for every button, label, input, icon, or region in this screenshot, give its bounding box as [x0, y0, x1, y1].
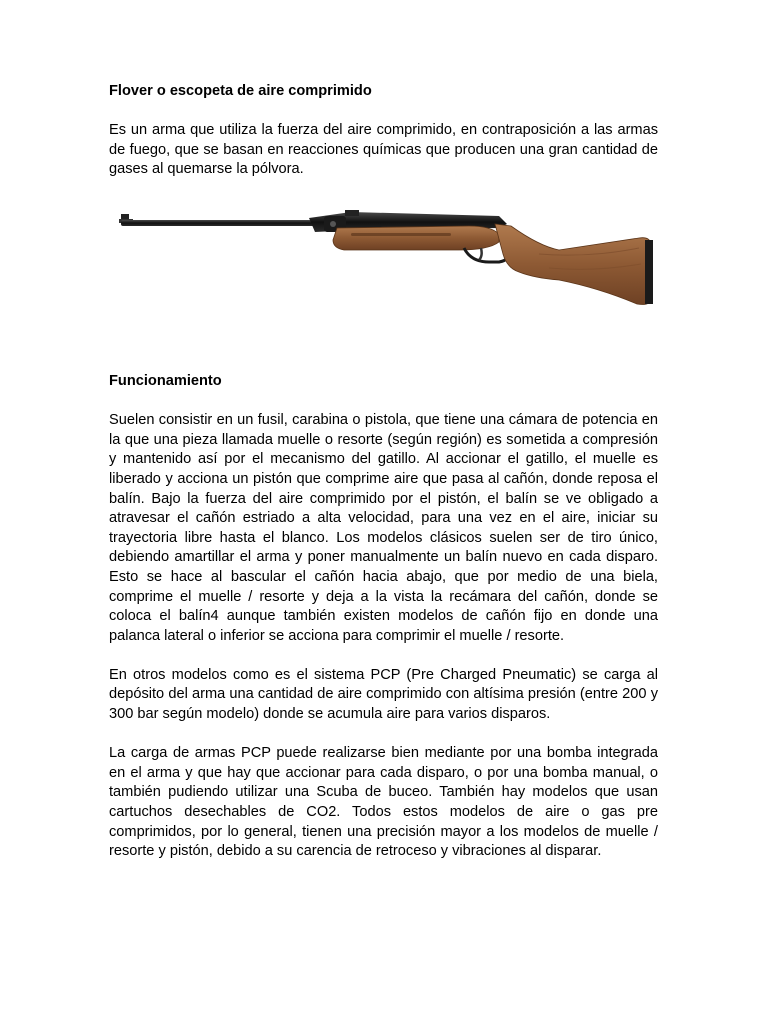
trigger	[479, 248, 482, 260]
paragraph-mechanism: Suelen consistir en un fusil, carabina o pistola, que tiene una cámara de potencia en la que una pieza llamada muelle o resorte (según región) es sometida a compresión y mantenido así por el mecanismo del gatillo. Al accionar el gatillo, el muelle es liberado y acciona un pistón que comprime aire que pasa al cañón, donde reposa el balín. Bajo la fuerza del aire comprimido por el pistón, el balín se ve obligado a atravesar el cañón estriado a alta velocidad, para una vez en el aire, iniciar su trayectoria libre hasta el blanco. Los modelos clásicos suelen ser de tiro único, debiendo amartillar el arma y poner manualmente un balín nuevo en cada disparo. Esto se hace al bascular el cañón hacia abajo, que por medio de una biela, comprime el muelle / resorte y deja a la vista la recámara del cañón, donde se coloca el balín4 aunque también existen modelos de cañón fijo en donde una palanca lateral o inferior se acciona para comprimir el muelle / resorte.	[109, 412, 658, 644]
document-page	[109, 82, 658, 862]
rifle-forestock	[333, 226, 499, 250]
intro-paragraph: Es un arma que utiliza la fuerza del aire comprimido, en contraposición a las armas de fuego, que se basan en reacciones químicas que producen una gran cantidad de gases al quemarse la pólvora.	[109, 122, 658, 178]
rifle-barrel	[121, 220, 321, 226]
rifle-figure	[119, 180, 658, 358]
section-title-flover: Flover o escopeta de aire comprimido	[109, 83, 372, 99]
air-rifle-image	[119, 188, 659, 338]
butt-plate	[645, 240, 653, 304]
rifle-stock	[495, 224, 651, 305]
section-title-funcionamiento: Funcionamiento	[109, 372, 222, 389]
paragraph-pcp-charging: La carga de armas PCP puede realizarse bien mediante por una bomba integrada en el arma y que hay que accionar para cada disparo, o por una bomba manual, o también pudiendo utilizar una Scuba de buceo. También hay modelos que usan cartuchos desechables de CO2. Todos estos modelos de aire o gas pre comprimidos, por lo general, tienen una precisión mayor a los modelos de muelle / resorte y pistón, debido a su carencia de retroceso y vibraciones al disparar.	[109, 745, 658, 860]
paragraph-pcp: En otros modelos como es el sistema PCP (Pre Charged Pneumatic) se carga al depósito del arma una cantidad de aire comprimido con altísima presión (entre 200 y 300 bar según modelo) donde se acumula aire para varios disparos.	[109, 666, 658, 723]
